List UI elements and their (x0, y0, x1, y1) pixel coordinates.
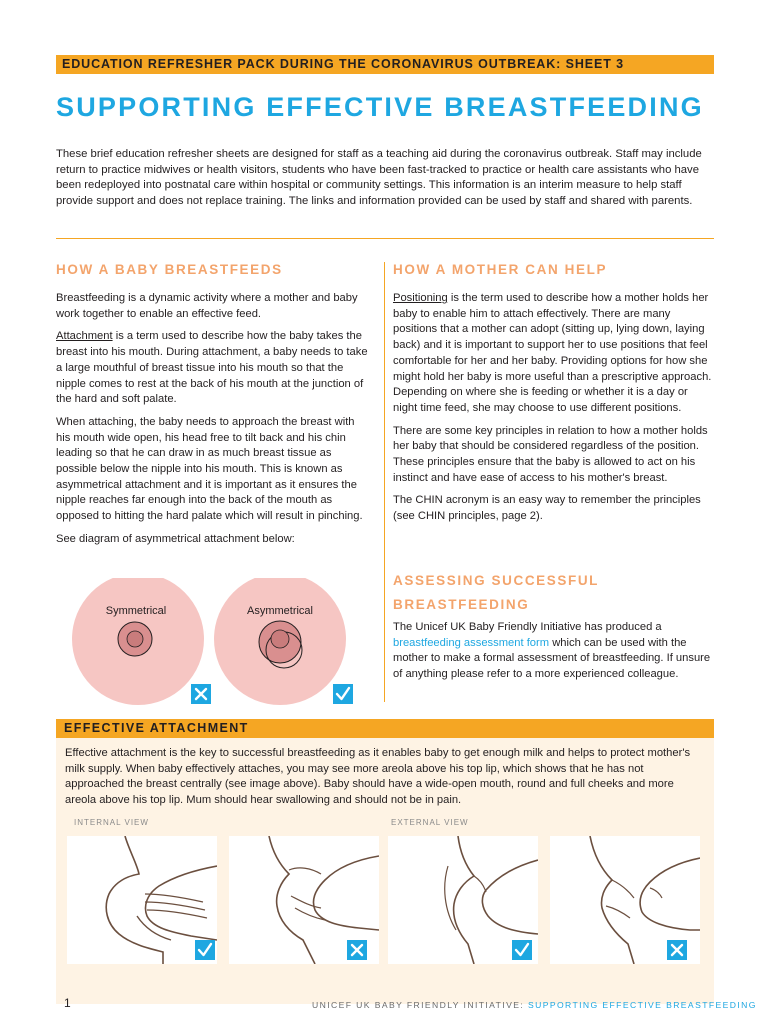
tick-icon (512, 940, 532, 960)
page-number: 1 (64, 996, 71, 1010)
page-title: SUPPORTING EFFECTIVE BREASTFEEDING (56, 92, 704, 122)
left-paragraph-2 (56, 329, 371, 408)
section-divider (56, 238, 714, 239)
sheet-banner (56, 55, 714, 74)
term-attachment: Attachment (56, 330, 113, 343)
external-view-label: EXTERNAL VIEW (391, 818, 469, 827)
internal-view-effective-illustration (67, 836, 217, 964)
right-paragraph-1-text: is the term used to describe how a mother holds her baby to enable him to attach effectively. There are many positions that a mother can adopt (sitting up, lying down, laying back) and it is important to support her to use positions that feel comfortable for her and her baby. Providing options for how she might hold her baby is more useful than a prescriptive approach. Depending on where she is feeding or whether it is a day or night time feed, she may choose to use different positions. (393, 292, 712, 414)
attachment-diagram (56, 578, 366, 708)
footer-document-title: SUPPORTING EFFECTIVE BREASTFEEDING (527, 1000, 757, 1010)
effective-attachment-heading: EFFECTIVE ATTACHMENT (64, 721, 249, 735)
column-divider (384, 262, 385, 702)
term-positioning: Positioning (393, 292, 448, 304)
cross-icon (667, 940, 687, 960)
left-paragraph-4: See diagram of asymmetrical attachment below: (56, 532, 295, 545)
cross-icon (347, 940, 367, 960)
internal-view-poor-illustration (229, 836, 379, 964)
assessment-text-start: The Unicef UK Baby Friendly Initiative has produced a (393, 621, 662, 633)
heading-assessing-breastfeeding: ASSESSING SUCCESSFUL BREASTFEEDING (393, 573, 599, 612)
right-paragraph-2: There are some key principles in relation to how a mother holds her baby that should be considered regardless of the position. These principles ensure that the baby is allowed to act on his instinct and have ease of access to his mother's breast. (393, 424, 708, 484)
heading-how-baby-breastfeeds: HOW A BABY BREASTFEEDS (56, 262, 283, 277)
tick-icon (195, 940, 215, 960)
external-view-poor-illustration (550, 836, 700, 964)
sheet-banner-text: EDUCATION REFRESHER PACK DURING THE CORONAVIRUS OUTBREAK: SHEET 3 (62, 57, 624, 71)
symmetrical-label: Symmetrical (105, 605, 167, 617)
asymmetrical-label: Asymmetrical (246, 605, 314, 617)
effective-attachment-text: Effective attachment is the key to successful breastfeeding as it enables baby to get enough milk and helps to protect mother's milk supply. When baby effectively attaches, you may see more areola above his top lip, which shows that he has not approached the breast centrally (see image above). Baby should have a wide-open mouth, round and full cheeks and more areola above his top lip. Mum should hear swallowing and should not be in pain. (65, 747, 691, 806)
left-paragraph-3: When attaching, the baby needs to approach the breast with his mouth wide open, his head free to tilt back and his chin leading so that he can draw in as much breast tissue as possible below the nipple into his mouth. This is known as asymmetrical attachment and it is important as it ensures the nipple reaches far enough into the back of the mouth as opposed to hitting the hard palate which will result in pinching. (56, 415, 363, 523)
cross-icon (191, 684, 211, 704)
symmetrical-nipple (127, 631, 143, 647)
external-view-effective-illustration (388, 836, 538, 964)
assessment-paragraph (393, 620, 715, 683)
breastfeeding-assessment-form-link[interactable]: breastfeeding assessment form (393, 636, 550, 649)
left-paragraph-1: Breastfeeding is a dynamic activity where a mother and baby work together to enable an effective feed. (56, 292, 358, 320)
internal-view-label: INTERNAL VIEW (74, 818, 149, 827)
heading-how-mother-can-help: HOW A MOTHER CAN HELP (393, 262, 608, 277)
right-paragraph-1 (393, 291, 713, 417)
footer-organisation: UNICEF UK BABY FRIENDLY INITIATIVE: (312, 1000, 528, 1010)
effective-attachment-header (56, 719, 714, 738)
left-column-text (56, 291, 371, 555)
page-footer (312, 1000, 757, 1010)
right-column-text (393, 291, 713, 532)
right-paragraph-3: The CHIN acronym is an easy way to remember the principles (see CHIN principles, page 2). (393, 494, 701, 523)
asymmetrical-nipple (271, 630, 289, 648)
left-paragraph-2-text: is a term used to describe how the baby takes the breast into his mouth. During attachment, a baby needs to take a large mouthful of breast tissue into his mouth so that the nipple comes to rest at the back of his mouth at the junction of the hard and soft palate. (56, 330, 368, 406)
tick-icon (333, 684, 353, 704)
assessment-text-end: which can be used with the mother to make a formal assessment of breastfeeding. If unsure of anything please refer to a more experienced colleague. (393, 636, 711, 681)
intro-paragraph: These brief education refresher sheets are designed for staff as a teaching aid during the coronavirus outbreak. Staff may include return to practice midwives or health visitors, students who have been fast-tracked to practice or health care assistants who have been redeployed into postnatal care within hospital or community settings. This information is an interim measure to help staff provide support and does not replace training. The links and information provided can be used by staff and shared with parents. (56, 148, 702, 207)
